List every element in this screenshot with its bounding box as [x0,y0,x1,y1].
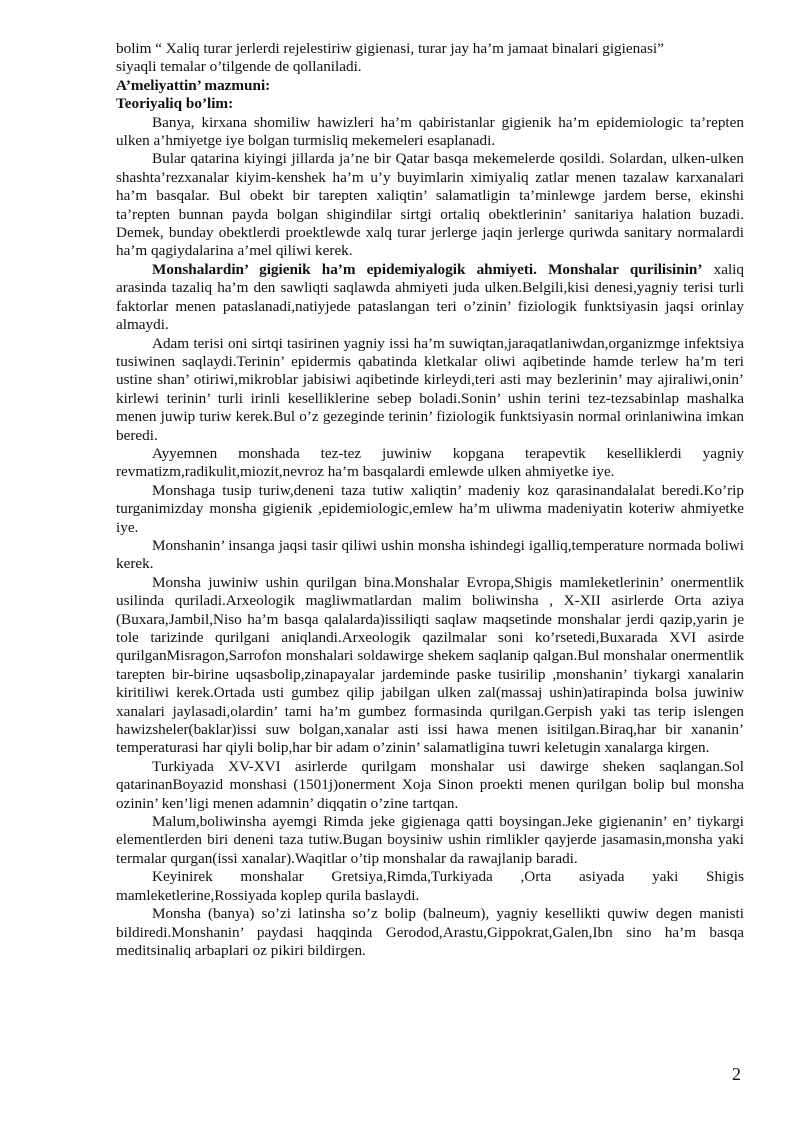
paragraph-3-bold-lead: Monshalardin’ gigienik ha’m epidemiyalogik ahmiyeti. Monshalar qurilisinin’ [152,260,703,278]
intro-line-2: siyaqli temalar o’tilgende de qollaniladi. [116,58,362,76]
paragraph-10: Malum,boliwinsha ayemgi Rimda jeke gigienaga qatti boysingan.Jeke gigienanin’ en’ tiykargi elementlerden biri deneni taza tutiw.Bugan boysiniw ushin rimlikler qayjerde jasamasin,monsha yaki termalar qurgan(issi xanalar).Waqitlar o’tip monshalar da rawajlanip baradi. [116,813,744,867]
paragraph-5: Ayyemnen monshada tez-tez juwiniw kopgana terapevtik keselliklerdi yagniy revmatizm,radikulit,miozit,nevroz ha’m basqalardi emlewde ulken ahmiyetke iye. [116,444,744,481]
paragraph-2: Bular qatarina kiyingi jillarda ja’ne bir Qatar basqa mekemelerde qosildi. Solardan, ulken-ulken shashta’rezxanalar kiyim-kenshek ha’m u’y buyimlarin ximiyaliq zatlar menen tazalaw karxanalari ha’m basqalar. Bul obekt bir tarepten xaliqtin’ salamatligin ta’minlewge jardem berse, ekinshi ta’repten bunnan payda bolgan shigindilar sirtgi ortaliq obektlerinin’ sanitariya halation buzadi. Demek, bunday obektlerdi proektlewde xalq turar jerlerge jaqin jerlerge quriwda sanitary normalardi ha’m qagiydalarina a’mel qiliwi kerek. [116,150,744,260]
paragraph-8: Monsha juwiniw ushin qurilgan bina.Monshalar Evropa,Shigis mamleketlerinin’ onermentlik usilinda quriladi.Arxeologik magliwmatlardan malim boliwinsha , X-XII asirlerde Orta aziya (Buxara,Jambil,Niso ha’m basqa qalalarda)issiliqti saqlaw maqsetinde monshalar jerdi qazip,yarin je tole tarizinde qurilgani aniqlandi.Arxeologik qazilmalar soni ko’rsetedi,Buxarada XVI asirde qurilganMisragon,Sarrofon monshalari soldawirge shekem saqlanip qalgan.Bul monshalar onermentlik tarepten bir-birine uqsasbolip,zinapayalar jardeminde paske tusirilip ,monshanin’ tiykargi xanalarin kiritiliwi kerek.Ortada usti gumbez qilip jabilgan ulken zal(massaj ushin)atirapinda bolsa juwiniw xanalari jaylasadi,olardin’ tami ha’m gumbez formasinda qurilgan.Gerpish yaki tas terip islengen hawizsheler(baklar)issi suw bolgan,xanalar asti issi hawa menen isitilgan.Biraq,har bir xananin’ temperaturasi har qiyli bolip,har bir adam o’zinin’ salamatligina tuwri keletugin xanalarga kirgen. [116,573,744,757]
paragraph-3 [116,261,744,335]
intro-line-1: bolim “ Xaliq turar jerlerdi rejelestiriw gigienasi, turar jay ha’m jamaat binalari gigienasi” [116,40,664,57]
paragraph-4: Adam terisi oni sirtqi tasirinen yagniy issi ha’m suwiqtan,jaraqatlaniwdan,organizmge infektsiya tusiwinen saqlaydi.Terinin’ epidermis qabatinda kletkalar oliwi aqibetinde hamde terlew ha’m teri ustine shan’ otiriwi,mikroblar jabisiwi aqibetinde kirleydi,teri asti may bezlerinin’ may ajiraliwi,onin’ kirlewi terinin’ turli irinli keselliklerine sebep boladi.Sonin’ ushin terini tez-tezsabinlap mashalka menen juwip turiw kerek.Bul o’z gezeginde terinin’ fiziologik funktsiyasin normal orinlaniwina imkan beredi. [116,334,744,444]
theory-heading: Teoriyaliq bo’lim: [116,95,234,113]
paragraph-9: Turkiyada XV-XVI asirlerde qurilgam monshalar usi dawirge sheken saqlangan.Sol qatarinanBoyazid monshasi (1501j)onerment Xoja Sinon proekti menen qurilgan bolip bul monsha ozinin’ ken’ligi menen adamnin’ diqqatin o’zine tartqan. [116,757,744,812]
paragraph-11: Keyinirek monshalar Gretsiya,Rimda,Turkiyada ,Orta asiyada yaki Shigis mamleketlerine,Rossiyada koplep qurila baslaydi. [116,868,744,904]
paragraph-1: Banya, kirxana shomiliw hawizleri ha’m qabiristanlar gigienik ha’m epidemiologic ta’repten ulken a’hmiyetge iye bolgan turmisliq mekemeleri esaplanadi. [116,113,744,150]
paragraph-7: Monshanin’ insanga jaqsi tasir qiliwi ushin monsha ishindegi igalliq,temperature normada boliwi kerek. [116,536,744,573]
paragraph-12: Monsha (banya) so’zi latinsha so’z bolip (balneum), yagniy kesellikti quwiw degen manisti bildiredi.Monshanin’ paydasi haqqinda Gerodod,Arastu,Gippokrat,Galen,Ibn sino ha’m basqa meditsinaliq arbaplari oz pikiri bildirgen. [116,905,744,959]
paragraph-3-text: xaliq arasinda tazaliq ha’m den sawliqti saqlawda ahmiyeti juda ulken.Belgili,kisi denesi,yagniy terisi turli faktorlar menen pataslanadi,natiyjede pataslangan teri o’zinin’ fiziologik funktsiyasin jaqsi orinlay almaydi. [116,260,744,334]
document-page [116,40,744,960]
page-number: 2 [732,1064,741,1084]
content-heading: A’meliyattin’ mazmuni: [116,76,271,94]
paragraph-6: Monshaga tusip turiw,deneni taza tutiw xaliqtin’ madeniy koz qarasinandalalat beredi.Ko’rip turganimizday monsha gigienik ,epidemiologic,emlew ha’m uliwma madeniyatin koteriw ahmiyetke iye. [116,481,744,536]
